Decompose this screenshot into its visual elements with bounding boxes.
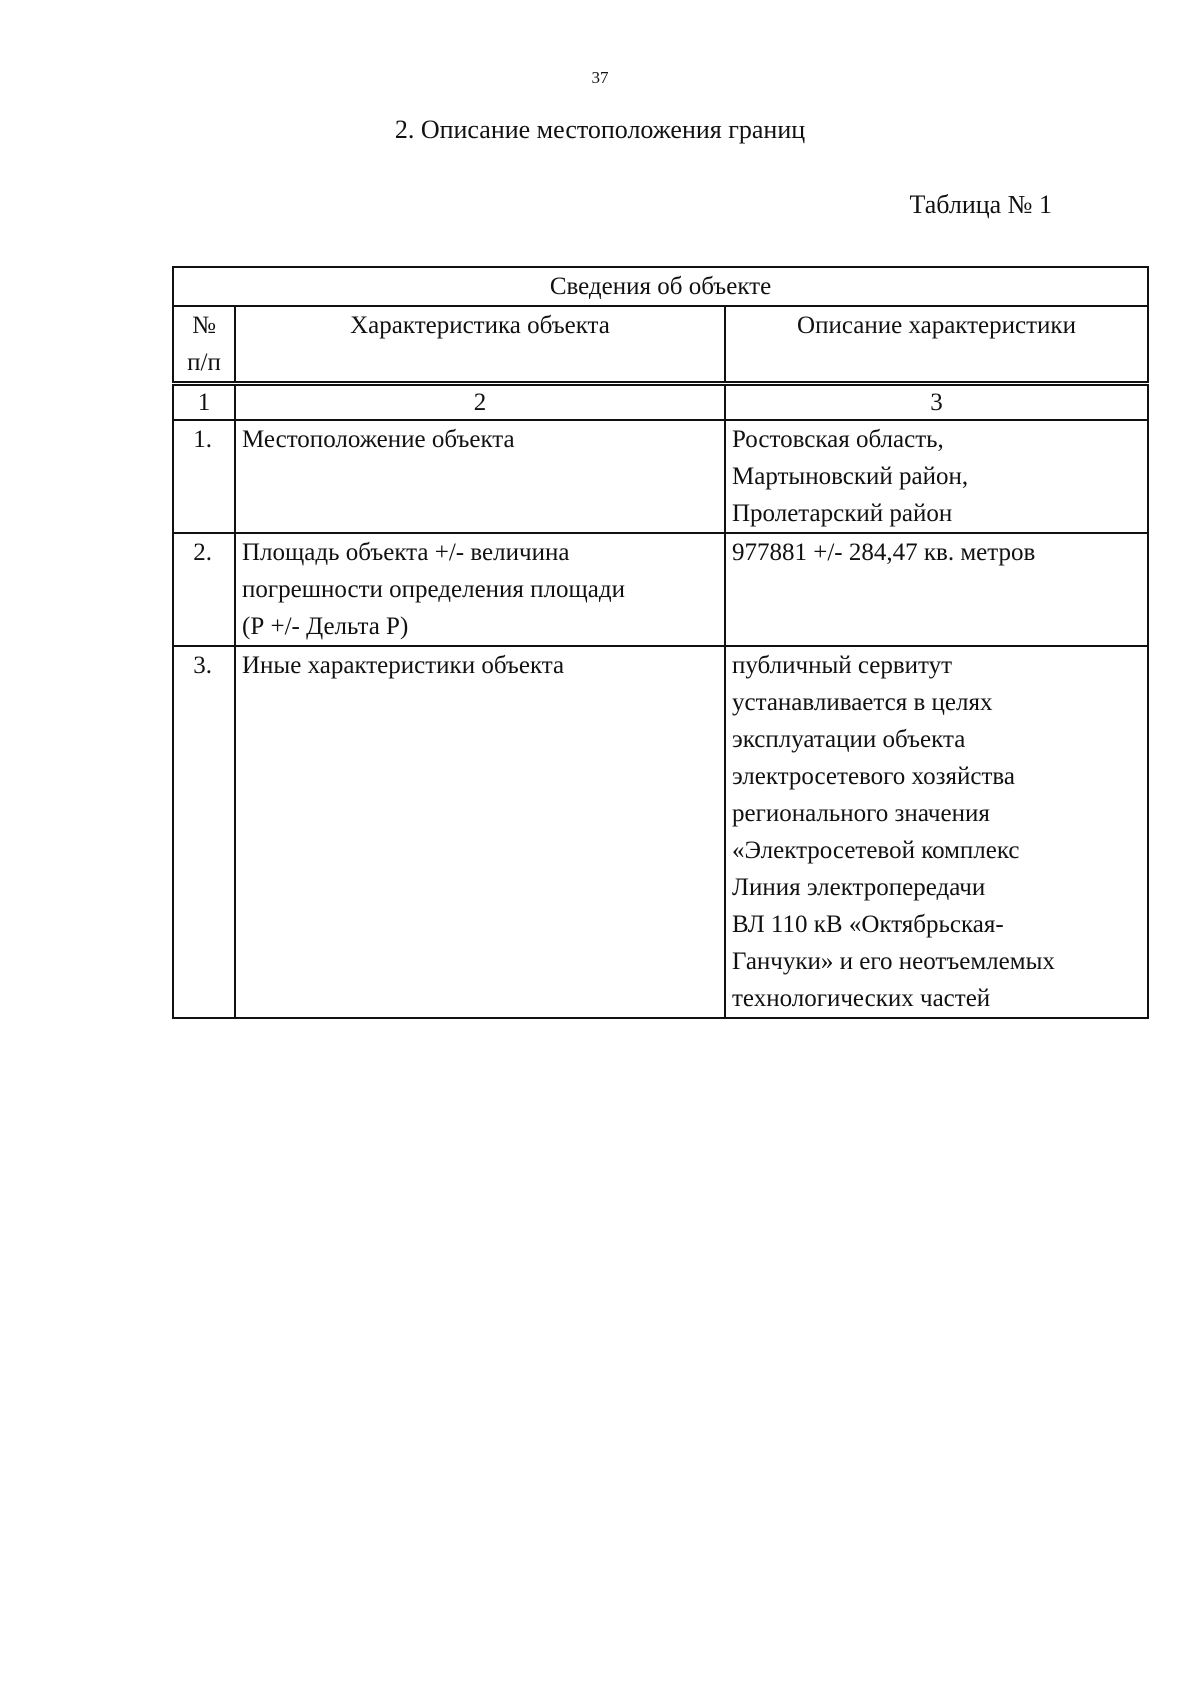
- description-line: Пролетарский район: [732, 500, 953, 527]
- header-num-line1: №: [192, 312, 216, 339]
- description-line: регионального значения: [732, 800, 990, 827]
- table-header-row: [173, 306, 1148, 384]
- characteristic-line: Иные характеристики объекта: [242, 652, 565, 679]
- description-line: «Электросетевой комплекс: [732, 837, 1020, 864]
- description-line: ВЛ 110 кВ «Октябрьская-: [732, 911, 1004, 938]
- characteristic-line: Местоположение объекта: [242, 426, 515, 453]
- header-description: Описание характеристики: [725, 306, 1148, 384]
- row-number: 2.: [173, 533, 235, 646]
- header-characteristic: Характеристика объекта: [235, 306, 725, 384]
- row-description: [725, 420, 1148, 533]
- description-line: эксплуатации объекта: [732, 726, 966, 753]
- column-index: 1: [173, 384, 235, 421]
- page-number: 37: [591, 68, 609, 87]
- characteristic-line: Площадь объекта +/- величина: [242, 539, 570, 566]
- object-info-table-wrapper: [172, 266, 1147, 1019]
- row-characteristic: [235, 533, 725, 646]
- characteristic-line: погрешности определения площади: [242, 576, 625, 603]
- section-title: 2. Описание местоположения границ: [394, 115, 806, 144]
- table-caption-row: [173, 267, 1148, 306]
- row-characteristic: [235, 420, 725, 533]
- table-row: [173, 646, 1148, 1018]
- description-line: публичный сервитут: [732, 652, 953, 679]
- row-number: 3.: [173, 646, 235, 1018]
- description-line: электросетевого хозяйства: [732, 763, 1015, 790]
- description-line: Линия электропередачи: [732, 874, 986, 901]
- header-num-line2: п/п: [187, 349, 221, 376]
- description-line: Мартыновский район,: [732, 463, 969, 490]
- row-description: [725, 646, 1148, 1018]
- object-info-table: [172, 266, 1149, 1019]
- table-row: [173, 420, 1148, 533]
- table-label: Таблица № 1: [909, 190, 1052, 219]
- row-description: [725, 533, 1148, 646]
- row-number: 1.: [173, 420, 235, 533]
- column-index: 3: [725, 384, 1148, 421]
- description-line: Ростовская область,: [732, 426, 944, 453]
- column-index: 2: [235, 384, 725, 421]
- characteristic-line: (Р +/- Дельта Р): [242, 613, 409, 640]
- header-num: [173, 306, 235, 384]
- row-characteristic: [235, 646, 725, 1018]
- column-index-row: [173, 384, 1148, 421]
- description-line: Ганчуки» и его неотъемлемых: [732, 948, 1055, 975]
- description-line: 977881 +/- 284,47 кв. метров: [732, 539, 1036, 566]
- table-row: [173, 533, 1148, 646]
- description-line: устанавливается в целях: [732, 689, 993, 716]
- table-caption: Сведения об объекте: [173, 267, 1148, 306]
- description-line: технологических частей: [732, 985, 991, 1012]
